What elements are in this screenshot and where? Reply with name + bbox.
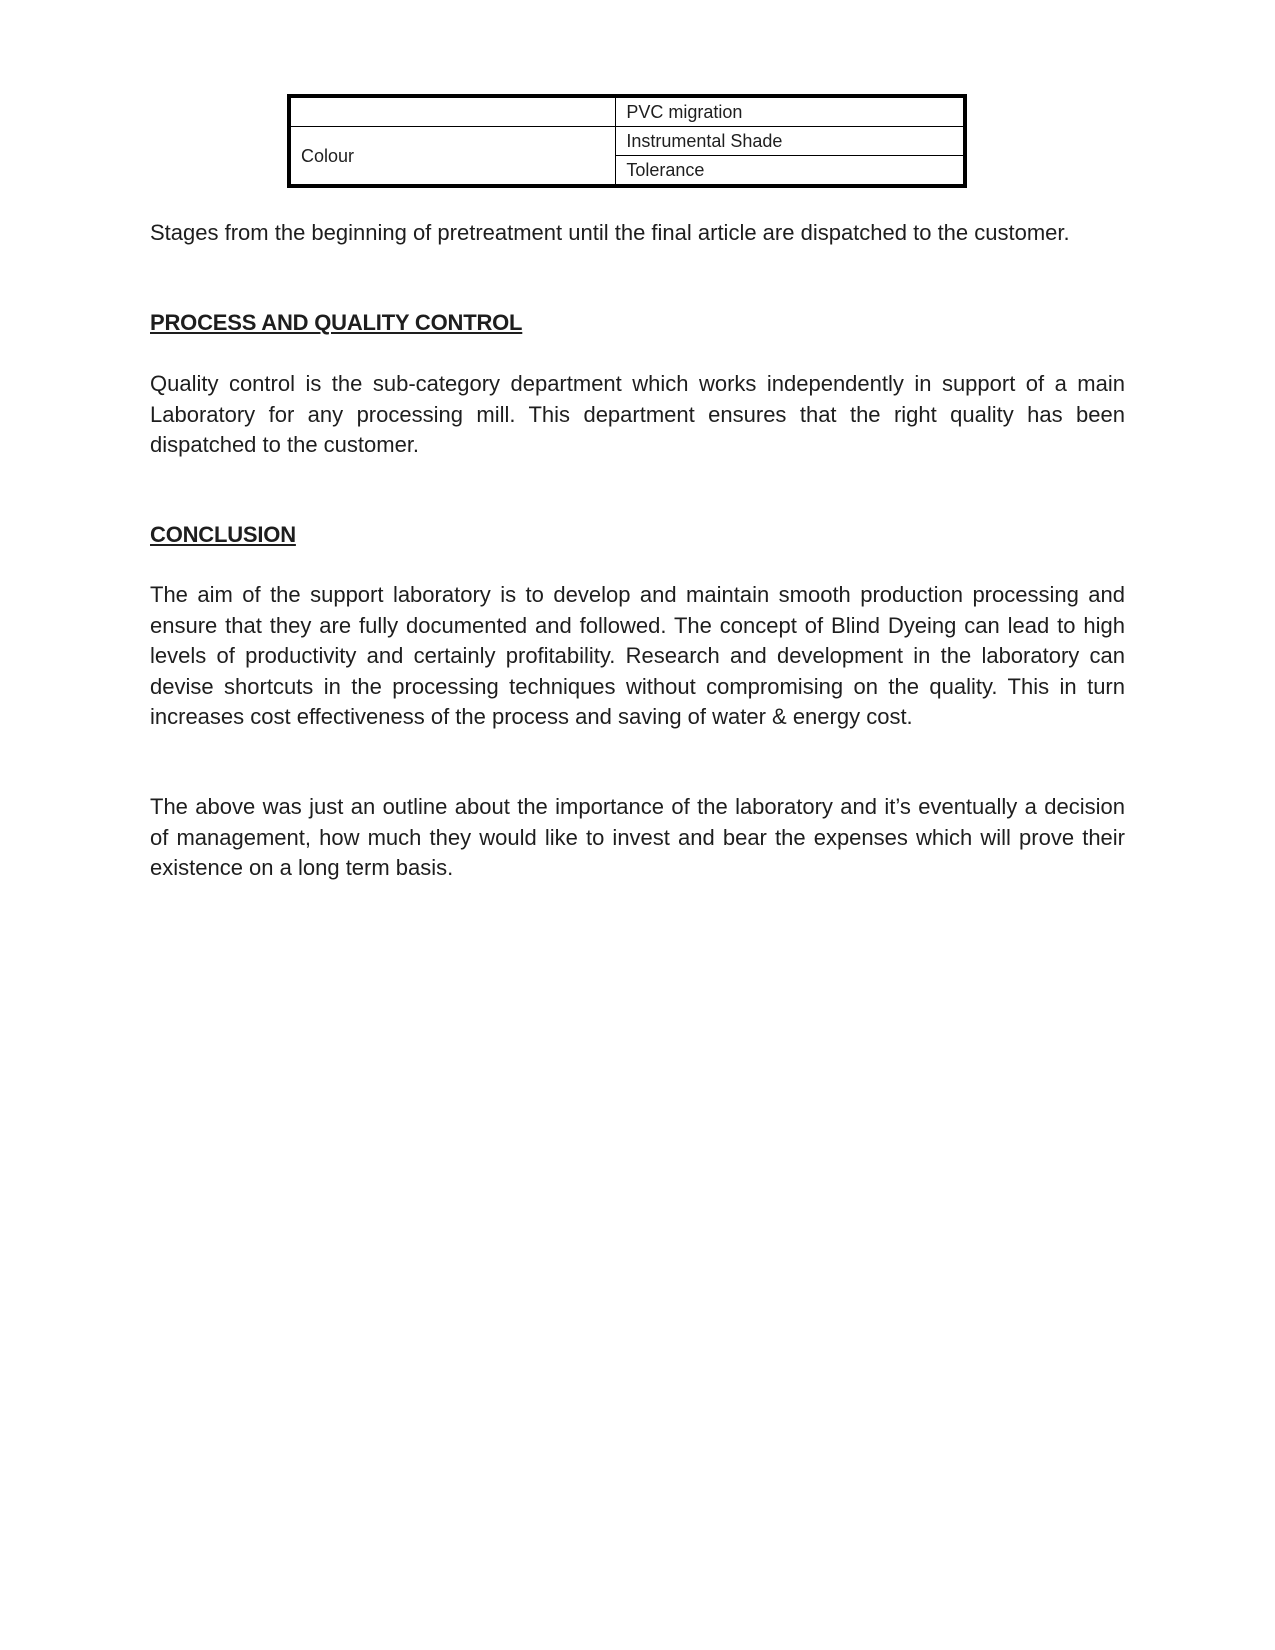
process-paragraph: Quality control is the sub-category department which works independently in support of a main Laboratory for any processing mill. This department ensures that the right quality has been dispatched to the customer.: [150, 371, 1125, 457]
table-row: [289, 96, 965, 127]
conclusion-paragraph-2: The above was just an outline about the importance of the laboratory and it’s eventually a decision of management, how much they would like to invest and bear the expenses which will prove their existence on a long term basis.: [150, 794, 1125, 880]
process-heading: PROCESS AND QUALITY CONTROL: [150, 310, 523, 335]
table-cell: Colour: [289, 127, 616, 187]
table-cell: Tolerance: [616, 156, 965, 187]
table-row: [289, 127, 965, 156]
conclusion-paragraph-1: The aim of the support laboratory is to develop and maintain smooth production processing and ensure that they are fully documented and followed. The concept of Blind Dyeing can lead to high levels of productivity and certainly profitability. Research and development in the laboratory can devise shortcuts in the processing techniques without compromising on the quality. This in turn increases cost effectiveness of the process and saving of water & energy cost.: [150, 582, 1125, 729]
stages-paragraph: Stages from the beginning of pretreatment until the final article are dispatched to the customer.: [150, 220, 1070, 245]
spec-table: [287, 94, 967, 188]
conclusion-heading: CONCLUSION: [150, 522, 296, 547]
table-cell: [289, 96, 616, 127]
table-cell: Instrumental Shade: [616, 127, 965, 156]
table-cell: PVC migration: [616, 96, 965, 127]
